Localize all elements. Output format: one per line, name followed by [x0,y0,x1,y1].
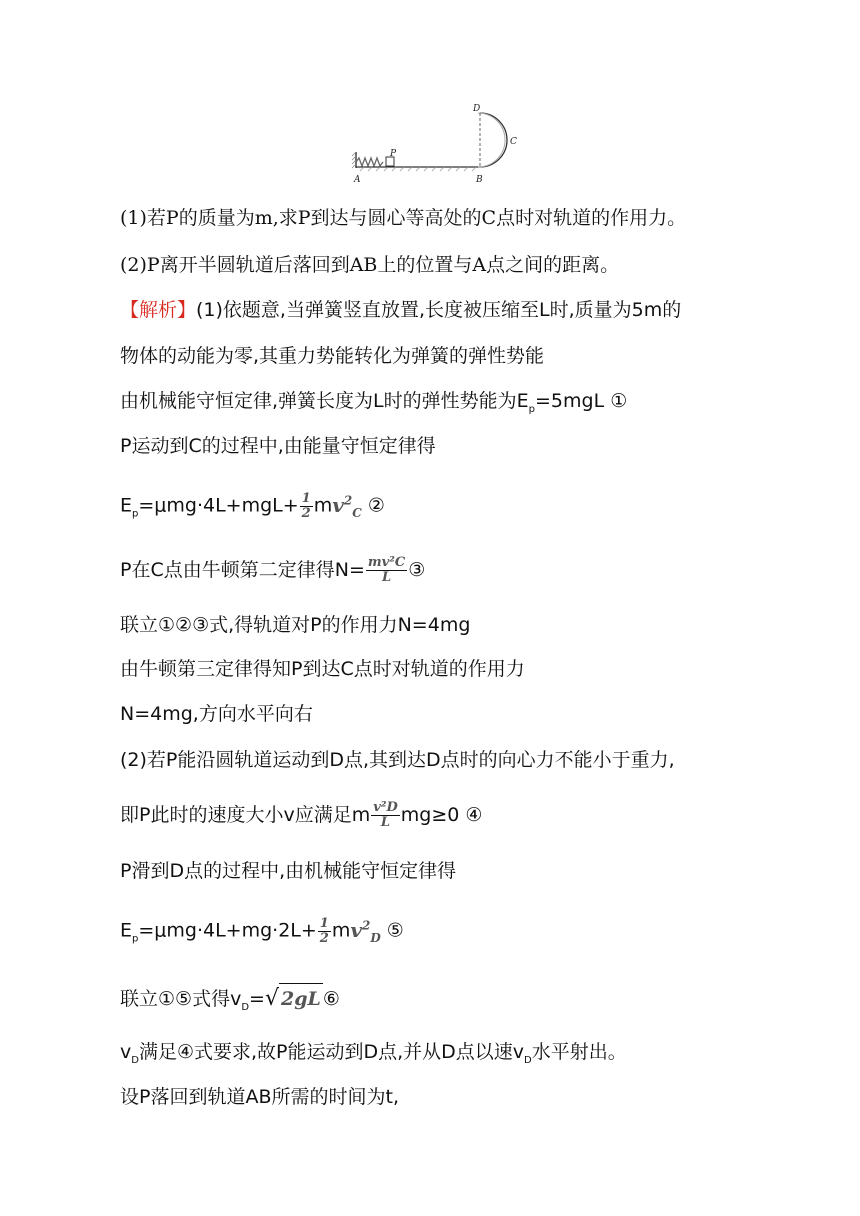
solution-line-9: N=4mg,方向水平向右 [120,703,313,725]
equation-5: $E_p=\mu mg\cdot 4L+mg\cdot 2L+$ $\frac{1}{2}$ $mv^2_D$ ⑤ [120,915,404,946]
label-b: B [476,175,483,185]
solution-line-12: P滑到D点的过程中,由机械能守恒定律得 [120,860,457,882]
equation-2: $E_p=\mu mg\cdot 4L+mgL+$ $\frac{1}{2}$ $mv^2_C$ ② [120,490,385,521]
equation-6: 联立①⑤式得$v_D=√$ 2gL ⑥ [120,983,340,1023]
solution-line-7: 联立①②③式,得轨道对P的作用力N=4mg [120,614,471,636]
spring [356,158,383,166]
solution-line-16: 设P落回到轨道AB所需的时间为t, [120,1086,399,1108]
vc-squared: $v^2_C$ [332,492,362,520]
label-a: A [354,175,361,185]
sqrt-sign: √ [264,986,279,1011]
vd-squared: $v^2_D$ [350,917,381,945]
solution-line-4: P运动到C的过程中,由能量守恒定律得 [120,435,436,457]
solution-line-10: (2)若P能沿圆轨道运动到D点,其到达D点时的向心力不能小于重力, [120,749,675,771]
question-2: (2)P离开半圆轨道后落回到AB上的位置与A点之间的距离。 [120,254,620,276]
solution-line-15: $v_D$满足④式要求,故P能运动到D点,并从D点以速$v_D$水平射出。 [120,1041,627,1066]
sqrt-argument: 2gL [279,983,323,1014]
fraction-half: $\frac{1}{2}$ [301,490,311,521]
question-1: (1)若P的质量为m,求P到达与圆心等高处的C点时对轨道的作用力。 [120,207,687,229]
solution-line-3: 由机械能守恒定律,弹簧长度为L时的弹性势能为$E_p=5mgL$ ① [120,390,628,415]
solution-line-1: 【解析】(1)依题意,当弹簧竖直放置,长度被压缩至L时,质量为5m的 [120,299,682,321]
label-d: D [473,104,481,114]
equation-4: 即P此时的速度大小v应满足m $\frac{\text{v²D}}{L}$ mg≥0 ④ [120,800,483,830]
equation-3: P在C点由牛顿第二定律得N= $\frac{\text{mv²C}}{L}$ ③ [120,555,426,585]
fraction-vd2-over-l: $\frac{\text{v²D}}{L}$ [373,800,398,830]
analysis-tag: 【解析】 [120,299,197,321]
semicircle-track-shade [478,113,505,167]
solution-line-8: 由牛顿第三定律得知P到达C点时对轨道的作用力 [120,658,525,680]
track-diagram [340,100,540,190]
label-c: C [510,137,517,147]
solution-line-2: 物体的动能为零,其重力势能转化为弹簧的弹性势能 [120,345,545,367]
fraction-mv2-over-l: $\frac{\text{mv²C}}{L}$ [367,555,406,585]
fraction-half-2: $\frac{1}{2}$ [319,915,329,946]
semicircle-track [480,113,507,167]
label-p: P [390,149,397,159]
